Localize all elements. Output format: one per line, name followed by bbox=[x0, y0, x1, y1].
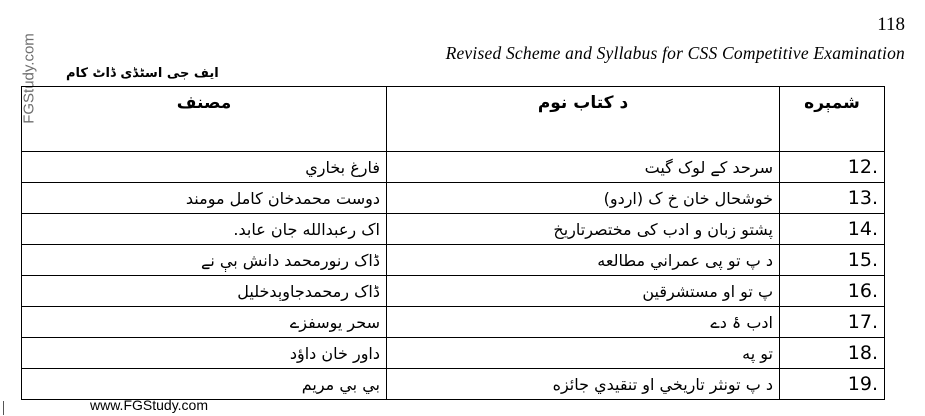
number-cell: 17. bbox=[780, 307, 885, 338]
number-cell: 14. bbox=[780, 214, 885, 245]
number-cell: 15. bbox=[780, 245, 885, 276]
title-cell: تو په bbox=[387, 338, 780, 369]
number-cell: 16. bbox=[780, 276, 885, 307]
author-cell: ڈاک رمحمدجاوېدخليل bbox=[22, 276, 387, 307]
site-banner: ایف جی اسٹڈی ڈاٹ کام bbox=[66, 66, 219, 81]
title-cell: سرحد کے لوک گیت bbox=[387, 152, 780, 183]
author-cell: ڈاک رنورمحمد دانش بې نے bbox=[22, 245, 387, 276]
header-title: د کتاب نوم bbox=[387, 87, 780, 152]
table-row bbox=[22, 369, 885, 400]
author-cell: داور خان داؤد bbox=[22, 338, 387, 369]
number-cell: 13. bbox=[780, 183, 885, 214]
title-cell: خوشحال خان خ ک (اردو) bbox=[387, 183, 780, 214]
book-list-table bbox=[21, 86, 885, 400]
table-row bbox=[22, 214, 885, 245]
title-cell: ادب ۂ دے bbox=[387, 307, 780, 338]
table-row bbox=[22, 152, 885, 183]
header-number: شمېره bbox=[780, 87, 885, 152]
table-header-row bbox=[22, 87, 885, 152]
number-cell: 18. bbox=[780, 338, 885, 369]
footer-url[interactable]: www.FGStudy.com bbox=[90, 397, 208, 413]
table-row bbox=[22, 183, 885, 214]
title-cell: پشتو زبان و ادب کی مختصرتاریخ bbox=[387, 214, 780, 245]
running-header: Revised Scheme and Syllabus for CSS Competitive Examination bbox=[445, 43, 905, 63]
page-number: 118 bbox=[877, 14, 905, 35]
number-cell: 19. bbox=[780, 369, 885, 400]
author-cell: بي بي مريم bbox=[22, 369, 387, 400]
author-cell: دوست محمدخان کامل مومند bbox=[22, 183, 387, 214]
side-watermark: FGStudy.com bbox=[20, 33, 38, 124]
header-author: مصنف bbox=[22, 87, 387, 152]
table-row bbox=[22, 307, 885, 338]
title-cell: د پ تونثر تاريخي او تنقيدي جائزه bbox=[387, 369, 780, 400]
number-cell: 12. bbox=[780, 152, 885, 183]
author-cell: اک رعبدالله جان عابد. bbox=[22, 214, 387, 245]
table-row bbox=[22, 338, 885, 369]
table-row bbox=[22, 245, 885, 276]
author-cell: فارغ بخاري bbox=[22, 152, 387, 183]
title-cell: د پ تو پی عمراني مطالعه bbox=[387, 245, 780, 276]
table-row bbox=[22, 276, 885, 307]
author-cell: سحر يوسفزے bbox=[22, 307, 387, 338]
title-cell: پ تو او مستشرقين bbox=[387, 276, 780, 307]
page-corner-mark bbox=[3, 401, 7, 415]
